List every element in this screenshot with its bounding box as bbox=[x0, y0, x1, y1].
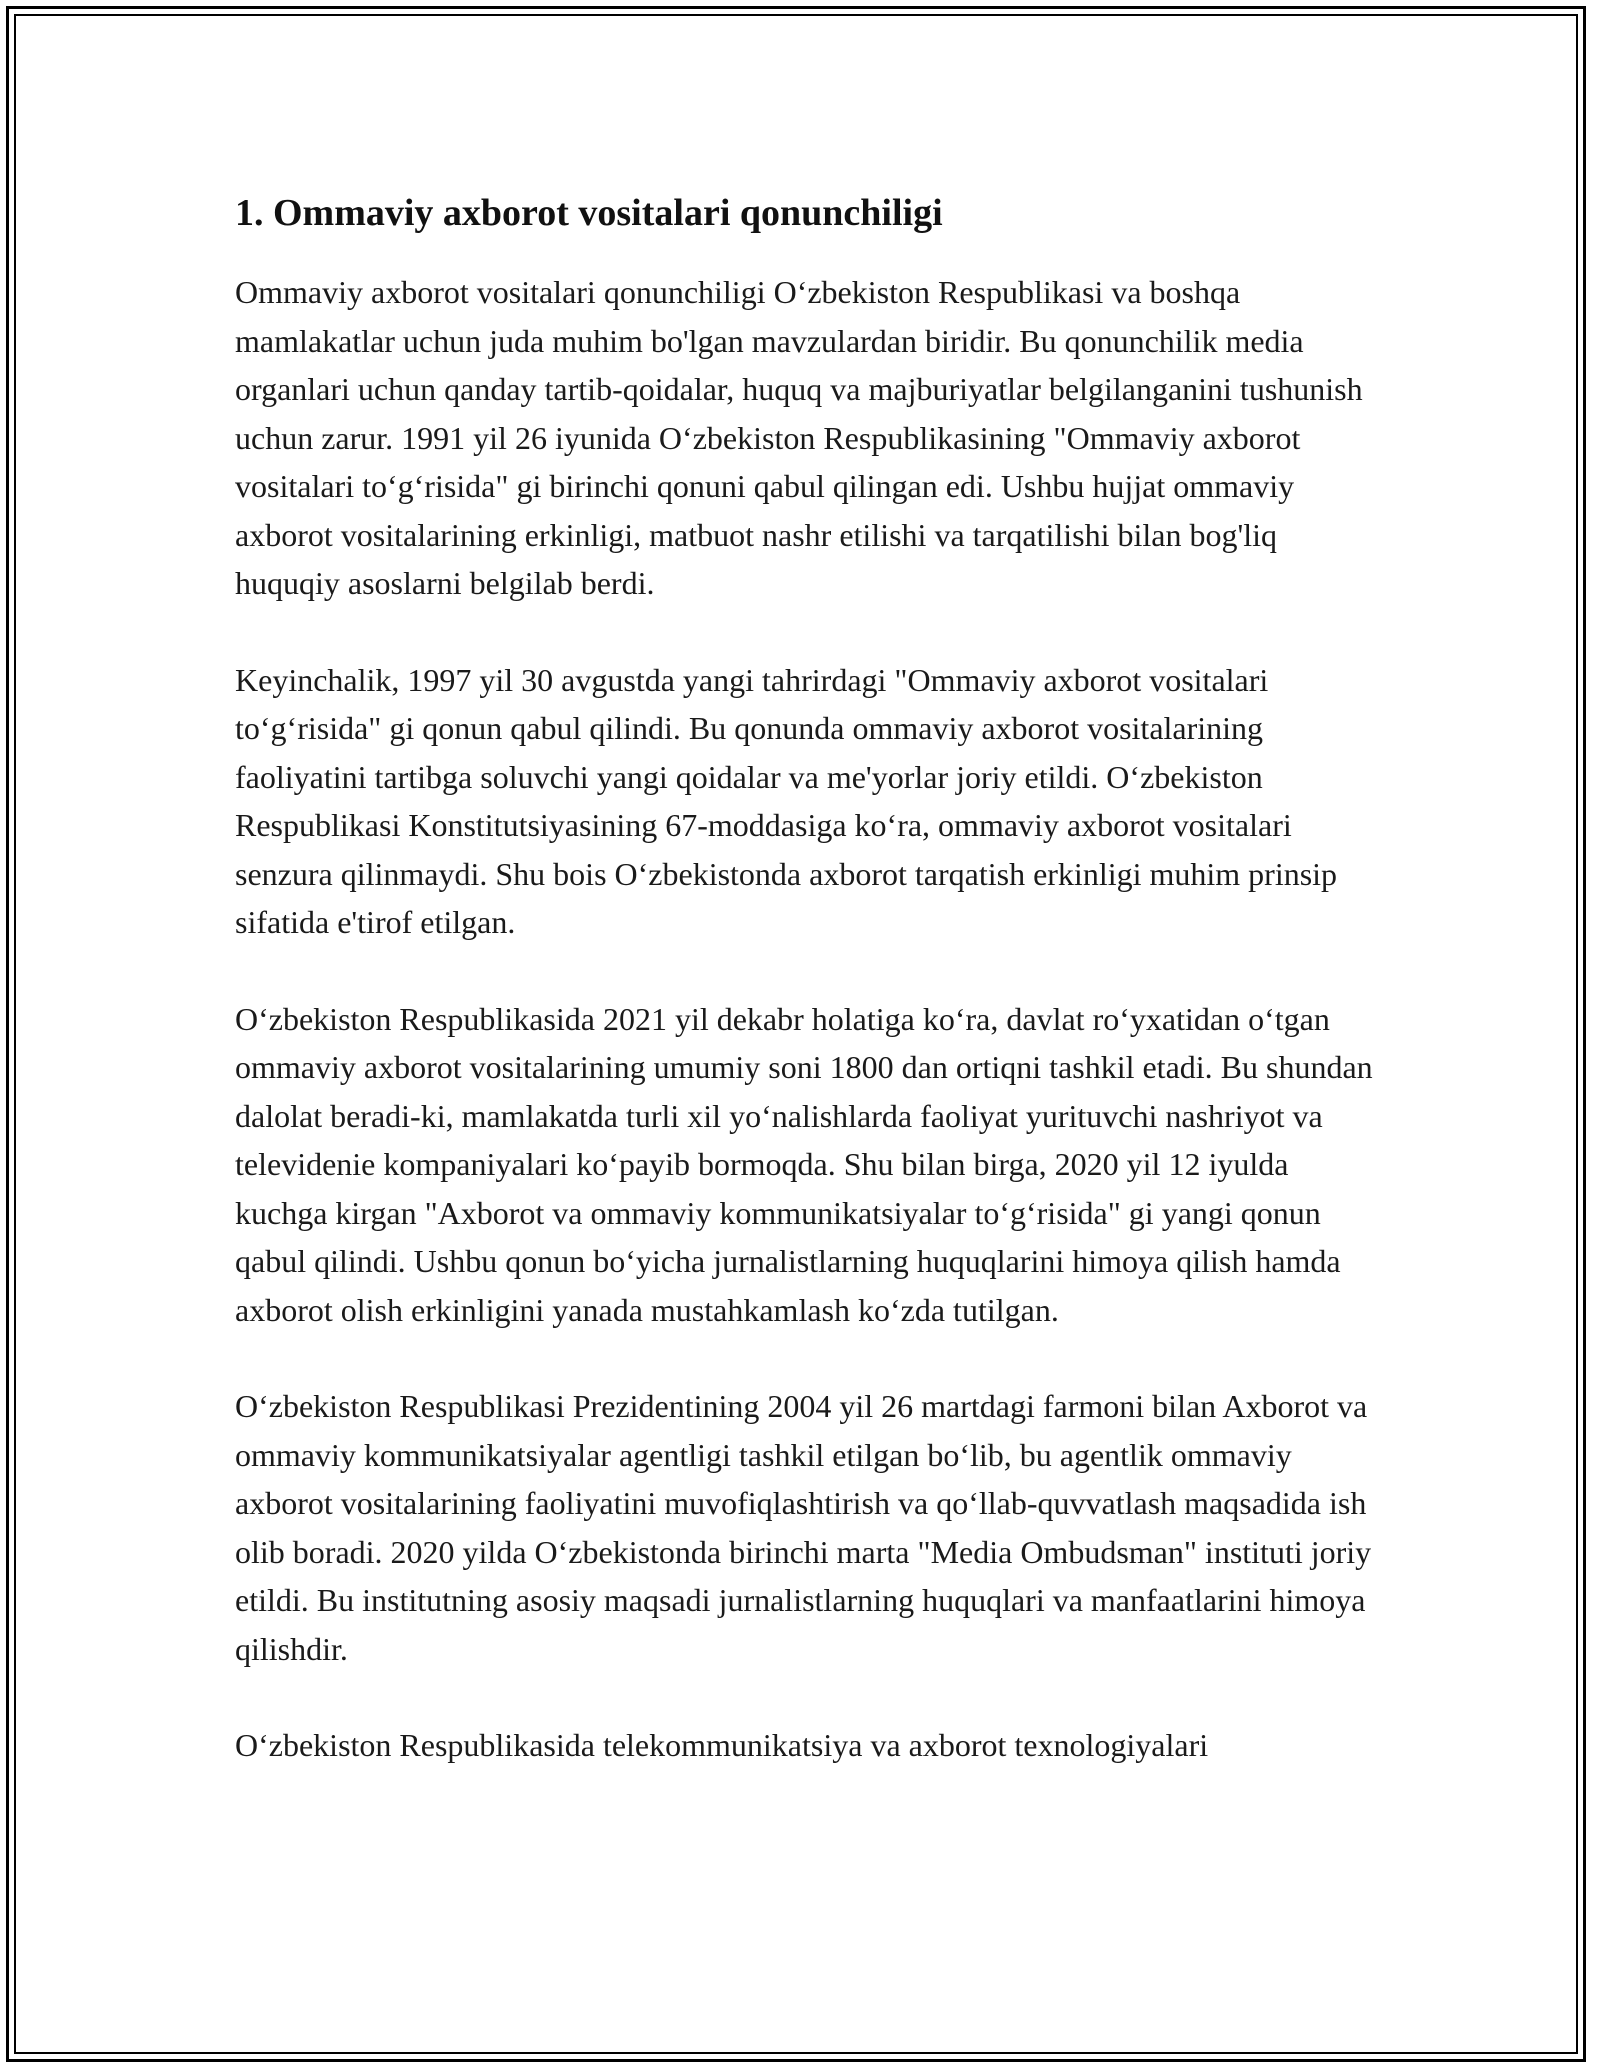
paragraph-3: O‘zbekiston Respublikasida 2021 yil dekabr holatiga ko‘ra, davlat ro‘yxatidan o‘tgan ommaviy axborot vositalarining umumiy soni 1800 dan ortiqni tashkil etadi. Bu shundan dalolat beradi-ki, mamlakatda turli xil yo‘nalishlarda faoliyat yurituvchi nashriyot va televidenie kompaniyalari ko‘payib bormoqda. Shu bilan birga, 2020 yil 12 iyulda kuchga kirgan "Axborot va ommaviy kommunikatsiyalar to‘g‘risida" gi yangi qonun qabul qilindi. Ushbu qonun bo‘yicha jurnalistlarning huquqlarini himoya qilish hamda axborot olish erkinligini yanada mustahkamlash ko‘zda tutilgan. bbox=[235, 1000, 1373, 1328]
section-heading: 1. Ommaviy axborot vositalari qonunchiligi bbox=[235, 192, 943, 234]
paragraph-5: O‘zbekiston Respublikasida telekommunikatsiya va axborot texnologiyalari bbox=[235, 1727, 1209, 1763]
paragraph-2: Keyinchalik, 1997 yil 30 avgustda yangi tahrirdagi "Ommaviy axborot vositalari to‘g‘risida" gi qonun qabul qilindi. Bu qonunda ommaviy axborot vositalarining faoliyatini tartibga soluvchi yangi qoidalar va me'yorlar joriy etildi. O‘zbekiston Respublikasi Konstitutsiyasining 67-moddasiga ko‘ra, ommaviy axborot vositalari senzura qilinmaydi. Shu bois O‘zbekistonda axborot tarqatish erkinligi muhim prinsip sifatida e'tirof etilgan. bbox=[235, 661, 1338, 940]
paragraph-4: O‘zbekiston Respublikasi Prezidentining 2004 yil 26 martdagi farmoni bilan Axborot va ommaviy kommunikatsiyalar agentligi tashkil etilgan bo‘lib, bu agentlik ommaviy axborot vositalarining faoliyatini muvofiqlashtirish va qo‘llab-quvvatlash maqsadida ish olib boradi. 2020 yilda O‘zbekistonda birinchi marta "Media Ombudsman" instituti joriy etildi. Bu institutning asosiy maqsadi jurnalistlarning huquqlari va manfaatlarini himoya qilishdir. bbox=[235, 1388, 1372, 1667]
document-body bbox=[235, 186, 1375, 1770]
paragraph-1: Ommaviy axborot vositalari qonunchiligi O‘zbekiston Respublikasi va boshqa mamlakatlar uchun juda muhim bo'lgan mavzulardan biridir. Bu qonunchilik media organlari uchun qanday tartib-qoidalar, huquq va majburiyatlar belgilanganini tushunish uchun zarur. 1991 yil 26 iyunida O‘zbekiston Respublikasining "Ommaviy axborot vositalari to‘g‘risida" gi birinchi qonuni qabul qilingan edi. Ushbu hujjat ommaviy axborot vositalarining erkinligi, matbuot nashr etilishi va tarqatilishi bilan bog'liq huquqiy asoslarni belgilab berdi. bbox=[235, 274, 1363, 601]
